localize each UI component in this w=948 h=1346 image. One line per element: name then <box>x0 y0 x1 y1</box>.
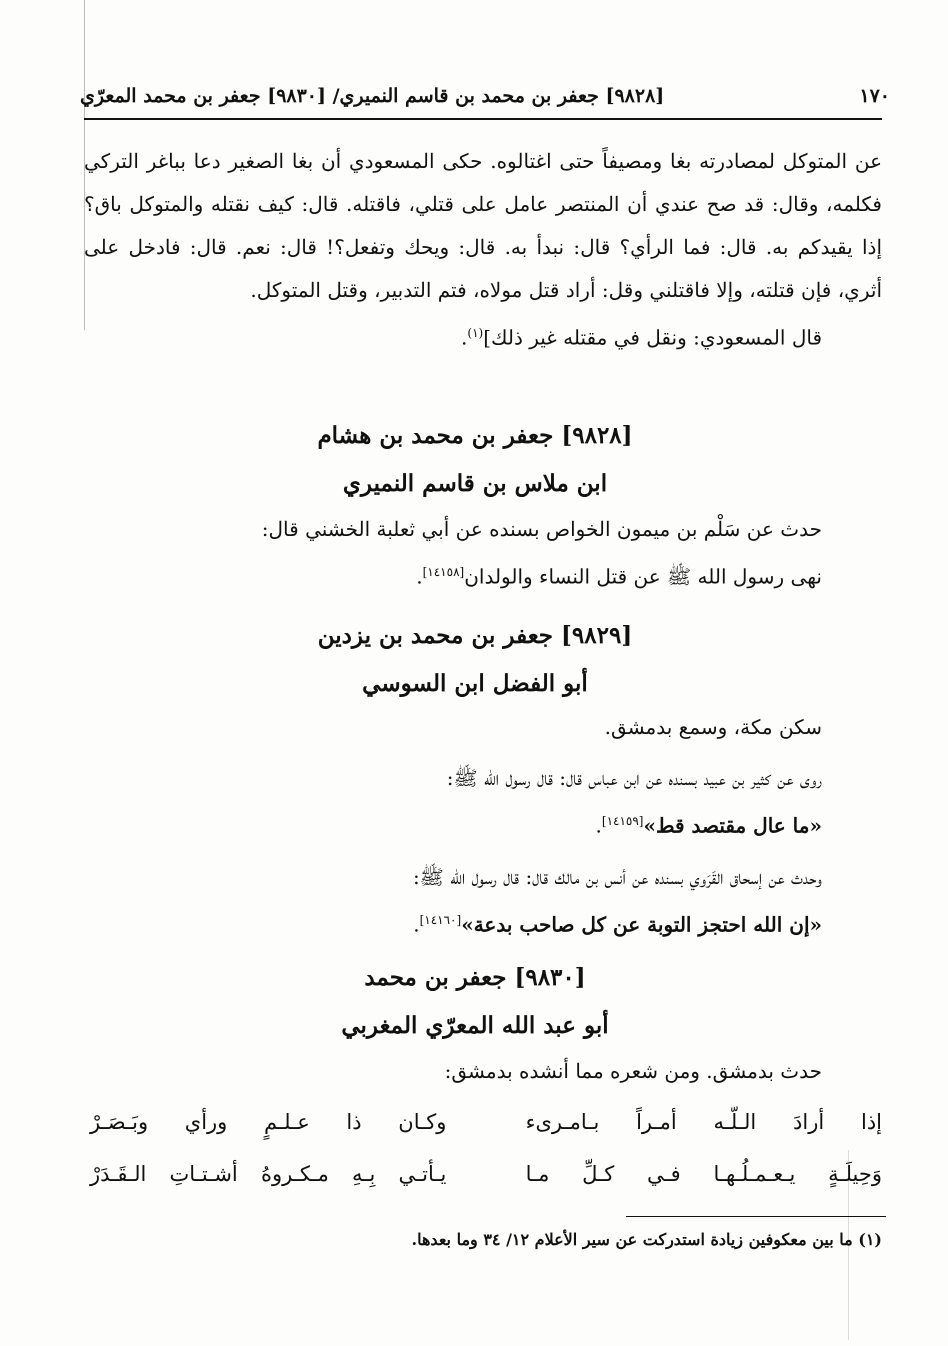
entry-title-line1: [٩٨٢٩] جعفر بن محمد بن يزدين <box>317 622 633 649</box>
entry-9829-heading <box>60 612 890 708</box>
hadith-line: «إن الله احتجز التوبة عن كل صاحب بدعة»[١٤١٦٠]. <box>413 912 822 937</box>
second-hemistich: وكـان ذا عـلـمٍ ورأي وبَـصَـرْ <box>90 1110 447 1134</box>
header-rule <box>84 118 882 120</box>
hadith-ref: [١٤١٦٠] <box>419 912 462 927</box>
footnote-marker: (١) <box>467 326 484 340</box>
entry-9828-body <box>84 508 882 599</box>
page-number: ١٧٠ <box>859 85 890 107</box>
second-hemistich: يـأتـي بِـهِ مـكـروهُ أشـتـاتِ الـقَـدَرْ <box>90 1162 447 1186</box>
entry-9829-body <box>84 706 882 946</box>
first-hemistich: إذا أرادَ الـلّـه أمـراً بـامـرىء <box>525 1110 882 1134</box>
footnote-rule <box>626 1216 886 1217</box>
entry-title-line2: أبو الفضل ابن السوسي <box>362 670 588 697</box>
running-title: [٩٨٢٨] جعفر بن محمد بن قاسم النميري/ [٩٨٣٠] جعفر بن محمد المعرّي <box>80 85 665 107</box>
entry-title-line1: [٩٨٢٨] جعفر بن محمد بن هشام <box>317 422 633 449</box>
hadith-line: «ما عال مقتصد قط»[١٤١٥٩]. <box>595 813 822 838</box>
entry-title-line1: [٩٨٣٠] جعفر بن محمد <box>364 964 586 991</box>
entry-text: روى عن كثير بن عبيد بسنده عن ابن عباس قال: قال رسول الله ﷺ: <box>446 766 822 790</box>
entry-9830-heading <box>60 954 890 1050</box>
entry-text: سكن مكة، وسمع بدمشق. <box>604 715 822 739</box>
entry-text: نهى رسول الله ﷺ عن قتل النساء والولدان[١٤١٥٨]. <box>416 564 822 589</box>
hadith-ref: [١٤١٥٩] <box>601 814 644 828</box>
page-header <box>80 78 890 114</box>
intro-paragraph: عن المتوكل لمصادرته بغا ومصيفاً حتى اغتالوه. حكى المسعودي أن بغا الصغير دعا بباغر التركي فكلمه، وقال: قد صح عندي أن المنتصر عامل على قتلي، فاقتله. قال: كيف نقتله والمتوكل باق؟ إذا يقيدكم به. قال: فما الرأي؟ قال: نبدأ به. قال: ويحك وتفعل؟! قال: نعم. قال: فادخل على أثري، فإن قتلته، وإلا فاقتلني وقل: أراد قتل مولاه، فتم التدبير، وقتل المتوكل. <box>84 149 882 302</box>
entry-9830-body <box>84 1050 882 1093</box>
first-hemistich: وَحِيلَـةٍ يـعـمـلُـهـا فـي كـلِّ مـا <box>525 1162 882 1186</box>
intro-closing: قال المسعودي: ونقل في مقتله غير ذلك]$^{(١)}$. <box>461 325 822 350</box>
footnote: (١) ما بين معكوفين زيادة استدركت عن سير الأعلام ١٢/ ٣٤ وما بعدها. <box>411 1230 882 1249</box>
poem <box>90 1096 882 1200</box>
entry-title-line2: أبو عبد الله المعرّي المغربي <box>341 1012 609 1039</box>
entry-9828-heading <box>60 412 890 508</box>
poem-verse <box>90 1148 882 1200</box>
entry-text: حدث عن سَلْم بن ميمون الخواص بسنده عن أبي ثعلبة الخشني قال: <box>261 517 822 541</box>
entry-text: حدث بدمشق. ومن شعره مما أنشده بدمشق: <box>444 1059 822 1083</box>
intro-section <box>84 140 882 360</box>
hadith-ref: [١٤١٥٨] <box>422 565 465 579</box>
entry-text: وحدث عن إسحاق القَرَوي بسنده عن أنس بن مالك قال: قال رسول الله ﷺ: <box>412 864 822 889</box>
poem-verse <box>90 1096 882 1148</box>
entry-title-line2: ابن ملاس بن قاسم النميري <box>342 470 608 497</box>
